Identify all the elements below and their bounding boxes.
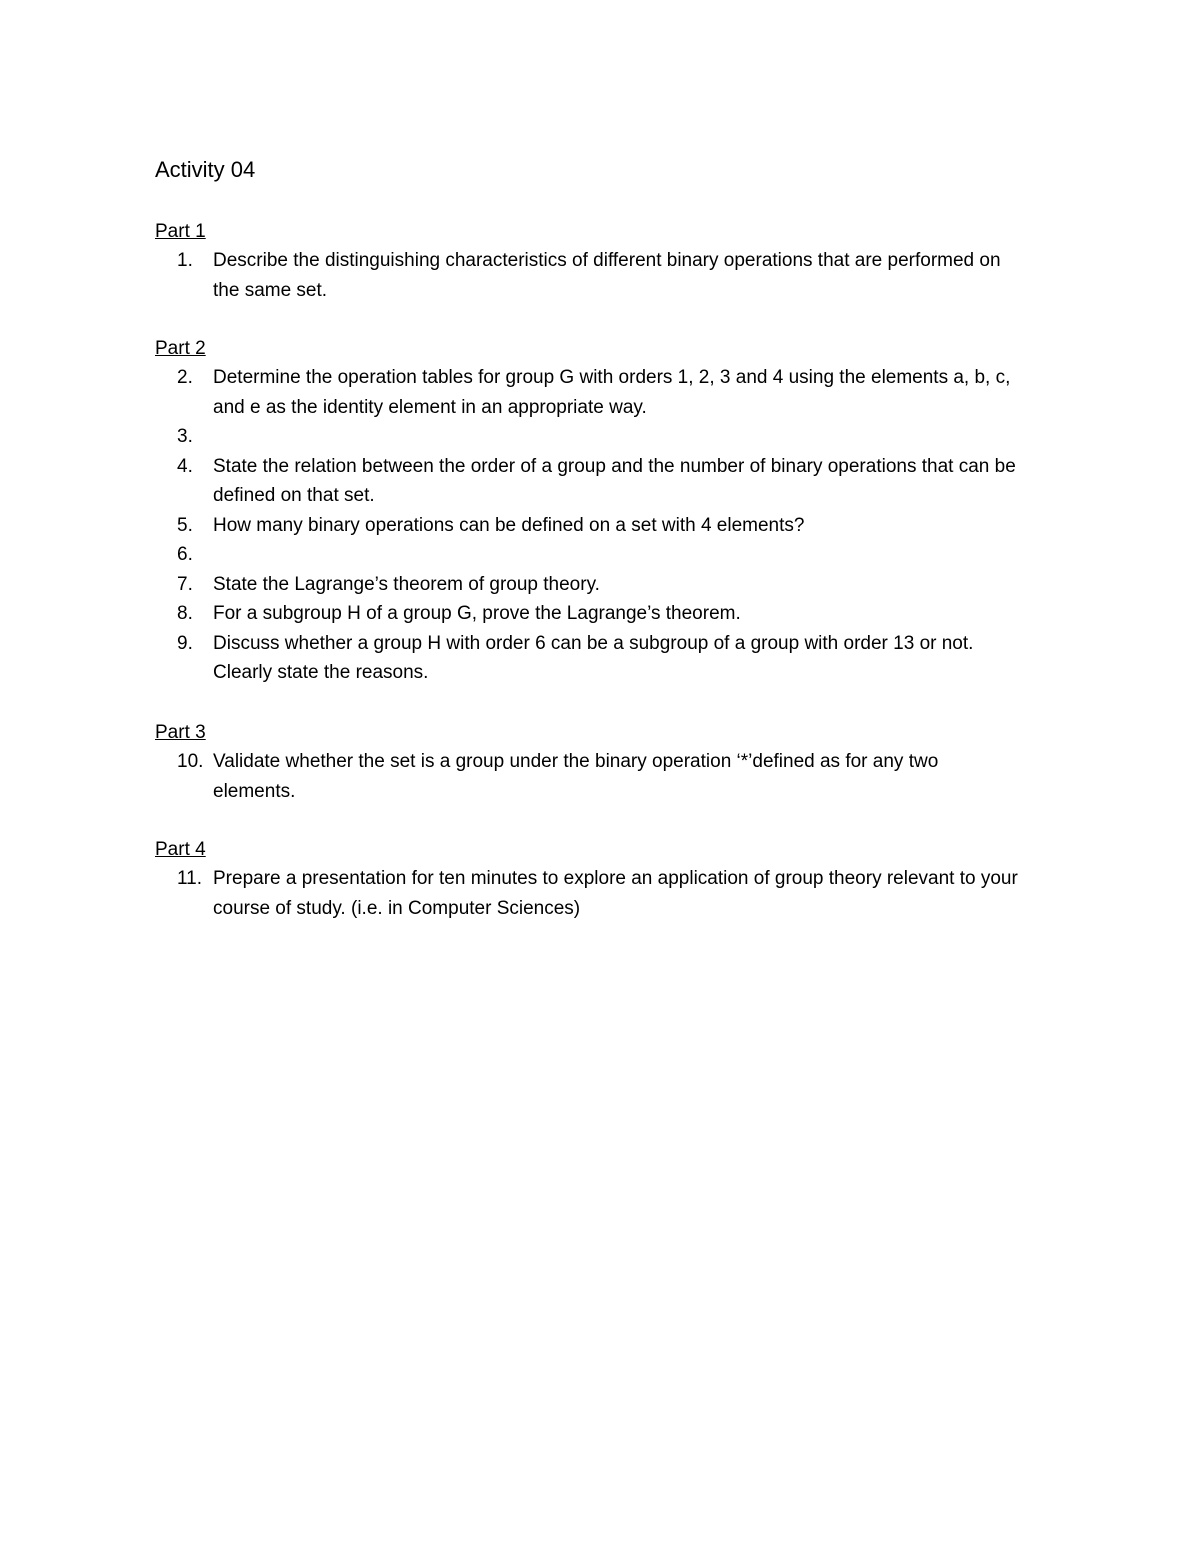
question-10: [155, 747, 1155, 806]
question-6: [155, 540, 1155, 570]
question-text: [213, 747, 1155, 806]
part-4-section: [155, 835, 1155, 923]
part-1-heading: Part 1: [155, 221, 206, 242]
question-3: [155, 422, 1155, 452]
question-number: 5.: [177, 514, 193, 536]
question-number: 10.: [177, 751, 204, 772]
question-number: 3.: [177, 426, 193, 447]
question-line: Clearly state the reasons.: [213, 662, 429, 683]
question-line: Validate whether the set is a group under the binary operation ‘*’defined as for any two: [213, 751, 939, 772]
question-text: [213, 363, 1155, 422]
question-text: [213, 864, 1155, 923]
question-text: [213, 629, 1155, 688]
part-3-heading: Part 3: [155, 722, 206, 743]
question-2: [155, 363, 1155, 422]
question-text: [213, 422, 1155, 452]
question-line: For a subgroup H of a group G, prove the Lagrange’s theorem.: [213, 603, 741, 624]
question-text: [213, 511, 1155, 541]
question-text: [213, 540, 1155, 570]
question-line: course of study. (i.e. in Computer Sciences): [213, 897, 581, 919]
question-number: 2.: [177, 367, 193, 388]
question-11: [155, 864, 1155, 923]
part-1-section: [155, 217, 1155, 305]
question-line: How many binary operations can be defined on a set with 4 elements?: [213, 514, 805, 536]
question-line: State the relation between the order of a group and the number of binary operations that can be: [213, 455, 1016, 477]
question-number: 8.: [177, 603, 193, 624]
question-line: the same set.: [213, 279, 328, 301]
question-line: Describe the distinguishing characteristics of different binary operations that are performed on: [213, 250, 1001, 271]
page-title: Activity 04: [155, 157, 256, 182]
question-5: [155, 511, 1155, 541]
question-text: [213, 246, 1155, 305]
question-text: [213, 570, 1155, 600]
question-line: elements.: [213, 780, 296, 802]
question-number: 6.: [177, 544, 193, 565]
part-4-heading: Part 4: [155, 839, 206, 860]
question-8: [155, 599, 1155, 629]
part-3-section: [155, 718, 1155, 806]
question-number: 7.: [177, 573, 193, 595]
question-4: [155, 452, 1155, 511]
question-line: Determine the operation tables for group G with orders 1, 2, 3 and 4 using the elements a, b, c,: [213, 367, 1011, 388]
question-line: defined on that set.: [213, 485, 375, 506]
question-text: [213, 599, 1155, 629]
question-line: Discuss whether a group H with order 6 can be a subgroup of a group with order 13 or not.: [213, 632, 974, 654]
part-2-section: [155, 334, 1155, 688]
part-2-heading: Part 2: [155, 338, 206, 359]
question-line: Prepare a presentation for ten minutes to explore an application of group theory relevant to your: [213, 868, 1018, 889]
question-number: 4.: [177, 455, 193, 477]
question-number: 1.: [177, 250, 193, 271]
question-7: [155, 570, 1155, 600]
question-text: [213, 452, 1155, 511]
question-line: State the Lagrange’s theorem of group theory.: [213, 573, 600, 595]
question-1: [155, 246, 1155, 305]
question-number: 9.: [177, 632, 193, 654]
question-line: and e as the identity element in an appropriate way.: [213, 396, 647, 418]
question-9: [155, 629, 1155, 688]
question-number: 11.: [177, 868, 203, 889]
